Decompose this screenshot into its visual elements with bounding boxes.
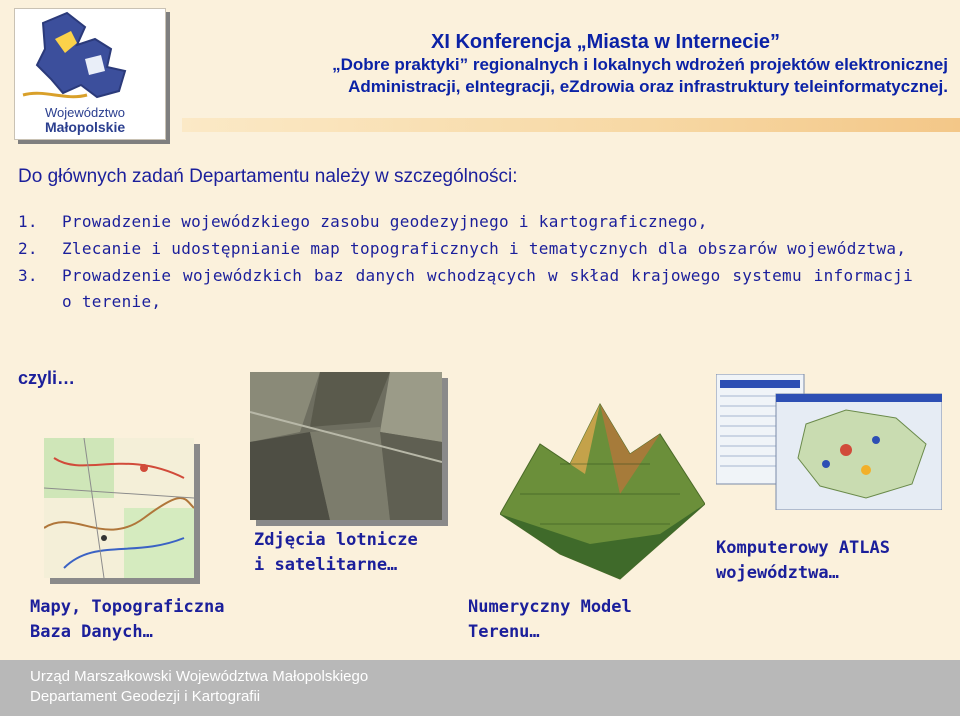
conference-subtitle-2: Administracji, eIntegracji, eZdrowia oraz infrastruktury teleinformatycznej. [348,77,948,96]
terrain-model-image [500,384,705,584]
intro-text: Do głównych zadań Departamentu należy w szczególności: [18,166,518,187]
conference-title: XI Konferencja „Miasta w Internecie” [431,31,780,53]
computer-atlas-image [716,374,942,510]
list-text: Prowadzenie wojewódzkiego zasobu geodezyjnego i kartograficznego, [62,212,708,231]
czyli-label: czyli… [18,368,76,388]
list-text: Prowadzenie wojewódzkich baz danych wchodzących w skład krajowego systemu informacji o terenie, [62,266,913,311]
logo-line2: Małopolskie [45,119,126,135]
caption-maps-line1: Mapy, Topograficzna [30,597,225,617]
list-text: Zlecanie i udostępnianie map topograficznych i tematycznych dla obszarów województwa, [62,239,907,258]
terrain-model-icon [500,384,705,584]
task-list [18,209,913,316]
footer-line1: Urząd Marszałkowski Województwa Małopolskiego [30,668,369,685]
footer [0,660,960,716]
caption-aerial-line2: i satelitarne… [254,555,398,575]
caption-aerial [254,528,418,578]
list-item [18,209,913,235]
list-item [18,236,913,262]
aerial-photo-image [250,372,442,520]
list-number: 3. [18,266,38,285]
topo-map-icon [44,438,194,578]
caption-maps-line2: Baza Danych… [30,622,153,642]
caption-atlas-line1: Komputerowy ATLAS [716,538,890,558]
list-number: 1. [18,212,38,231]
computer-atlas-icon [716,374,942,510]
aerial-photo-icon [250,372,442,520]
footer-line2: Departament Geodezji i Kartografii [30,688,261,705]
caption-atlas-line2: województwa… [716,563,839,583]
list-item [18,263,913,315]
caption-maps [30,595,224,645]
caption-aerial-line1: Zdjęcia lotnicze [254,530,418,550]
logo-line1: Województwo [45,105,125,120]
caption-atlas [716,536,890,586]
caption-terrain-line1: Numeryczny Model [468,597,632,617]
wojewodztwo-logo [14,8,166,140]
conference-subtitle-1: „Dobre praktyki” regionalnych i lokalnych wdrożeń projektów elektronicznej [332,55,948,74]
conference-header [168,30,948,98]
header-band [182,118,960,132]
caption-terrain [468,595,632,645]
caption-terrain-line2: Terenu… [468,622,540,642]
list-number: 2. [18,239,38,258]
topographic-map-image [44,438,194,578]
